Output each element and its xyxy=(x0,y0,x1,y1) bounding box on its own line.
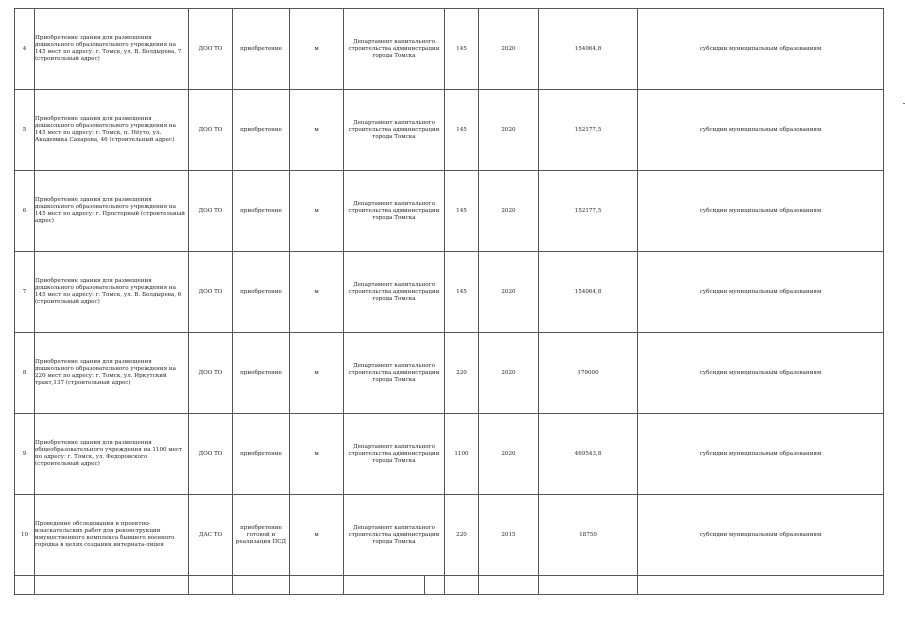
action-type: приобретение xyxy=(233,414,290,495)
organization: ДОО ТО xyxy=(189,252,233,333)
funding-type: субсидии муниципальным образованиям xyxy=(638,333,884,414)
empty-cell xyxy=(638,576,884,595)
customer: Департамент капитального строительства администрации города Томска xyxy=(344,414,445,495)
table-row xyxy=(15,252,884,333)
object-name: Приобретение здания для размещения общеобразовательного учреждения на 1100 мест по адресу: г. Томск, ул. Федоровского (строительный адрес) xyxy=(35,414,189,495)
table-row xyxy=(15,90,884,171)
year: 2020 xyxy=(479,171,539,252)
object-name: Приобретение здания для размещения дошкольного образовательного учреждения на 220 мест по адресу: г. Томск, ул. Иркутский тракт,137 (строительный адрес) xyxy=(35,333,189,414)
customer: Департамент капитального строительства администрации города Томска xyxy=(344,495,445,576)
row-number: 6 xyxy=(15,171,35,252)
cost: 469543,8 xyxy=(539,414,638,495)
capacity: 1100 xyxy=(445,414,479,495)
customer: Департамент капитального строительства администрации города Томска xyxy=(344,252,445,333)
row-number: 5 xyxy=(15,90,35,171)
cost: 18750 xyxy=(539,495,638,576)
customer: Департамент капитального строительства администрации города Томска xyxy=(344,171,445,252)
cost: 154064,8 xyxy=(539,252,638,333)
capacity: 145 xyxy=(445,252,479,333)
empty-cell xyxy=(479,576,539,595)
organization: ДОО ТО xyxy=(189,90,233,171)
table-row xyxy=(15,495,884,576)
organization: ДОО ТО xyxy=(189,414,233,495)
funding-type: субсидии муниципальным образованиям xyxy=(638,90,884,171)
cost: 152177,5 xyxy=(539,171,638,252)
row-number: 9 xyxy=(15,414,35,495)
table-row xyxy=(15,9,884,90)
row-number: 10 xyxy=(15,495,35,576)
cost: 179000 xyxy=(539,333,638,414)
empty-cell xyxy=(189,576,233,595)
empty-cell xyxy=(425,576,445,595)
unit: м xyxy=(290,414,344,495)
row-number: 8 xyxy=(15,333,35,414)
year: 2020 xyxy=(479,9,539,90)
unit: м xyxy=(290,252,344,333)
year: 2020 xyxy=(479,333,539,414)
action-type: приобретение xyxy=(233,90,290,171)
unit: м xyxy=(290,333,344,414)
year: 2020 xyxy=(479,90,539,171)
empty-cell xyxy=(35,576,189,595)
funding-type: субсидии муниципальным образованиям xyxy=(638,495,884,576)
organization: ДАС ТО xyxy=(189,495,233,576)
unit: м xyxy=(290,495,344,576)
action-type: приобретение xyxy=(233,252,290,333)
action-type: приобретение xyxy=(233,9,290,90)
funding-type: субсидии муниципальным образованиям xyxy=(638,171,884,252)
action-type: приобретение xyxy=(233,171,290,252)
capacity: 145 xyxy=(445,171,479,252)
year: 2020 xyxy=(479,252,539,333)
action-type: приобретение xyxy=(233,333,290,414)
object-name: Приобретение здания для размещения дошкольного образовательного учреждения на 145 мест по адресу: г. Томск, п. Нёуто, ул. Академика Сахарова, 46 (строительный адрес) xyxy=(35,90,189,171)
cost: 152177,5 xyxy=(539,90,638,171)
row-number: 7 xyxy=(15,252,35,333)
year: 2020 xyxy=(479,414,539,495)
capacity: 145 xyxy=(445,9,479,90)
capacity: 220 xyxy=(445,333,479,414)
funding-type: субсидии муниципальным образованиям xyxy=(638,9,884,90)
table-row xyxy=(15,171,884,252)
empty-cell xyxy=(233,576,290,595)
table-row xyxy=(15,414,884,495)
unit: м xyxy=(290,90,344,171)
budget-table xyxy=(14,8,884,595)
empty-row xyxy=(15,576,884,595)
year: 2015 xyxy=(479,495,539,576)
unit: м xyxy=(290,171,344,252)
cost: 154064,8 xyxy=(539,9,638,90)
empty-cell xyxy=(15,576,35,595)
row-number: 4 xyxy=(15,9,35,90)
table-row xyxy=(15,333,884,414)
customer: Департамент капитального строительства администрации города Томска xyxy=(344,90,445,171)
organization: ДОО ТО xyxy=(189,9,233,90)
capacity: 220 xyxy=(445,495,479,576)
funding-type: субсидии муниципальным образованиям xyxy=(638,252,884,333)
funding-type: субсидии муниципальным образованиям xyxy=(638,414,884,495)
action-type: приобретение готовой и реализация ПСД xyxy=(233,495,290,576)
empty-cell xyxy=(445,576,479,595)
empty-cell xyxy=(344,576,425,595)
object-name: Приобретение здания для размещения дошкольного образовательного учреждения на 145 мест по адресу: г. Томск, ул. В. Болдырева, 6 (строительный адрес) xyxy=(35,252,189,333)
empty-cell xyxy=(539,576,638,595)
customer: Департамент капитального строительства администрации города Томска xyxy=(344,333,445,414)
object-name: Проведение обследования и проектно-изыскательских работ для реконструкции имущественного комплекса бывшего военного городка в целях создания интерната-лицея xyxy=(35,495,189,576)
organization: ДОО ТО xyxy=(189,333,233,414)
budget-table-sheet xyxy=(14,8,883,595)
object-name: Приобретение здания для размещения дошкольного образовательного учреждения на 145 мест по адресу: г. Томск, ул. В. Болдырева, 7 (строительный адрес) xyxy=(35,9,189,90)
unit: м xyxy=(290,9,344,90)
customer: Департамент капитального строительства администрации города Томска xyxy=(344,9,445,90)
capacity: 145 xyxy=(445,90,479,171)
object-name: Приобретение здания для размещения дошкольного образовательного учреждения на 145 мест по адресу: г. Просторный (строительный адрес) xyxy=(35,171,189,252)
table-body xyxy=(15,9,884,595)
empty-cell xyxy=(290,576,344,595)
organization: ДОО ТО xyxy=(189,171,233,252)
